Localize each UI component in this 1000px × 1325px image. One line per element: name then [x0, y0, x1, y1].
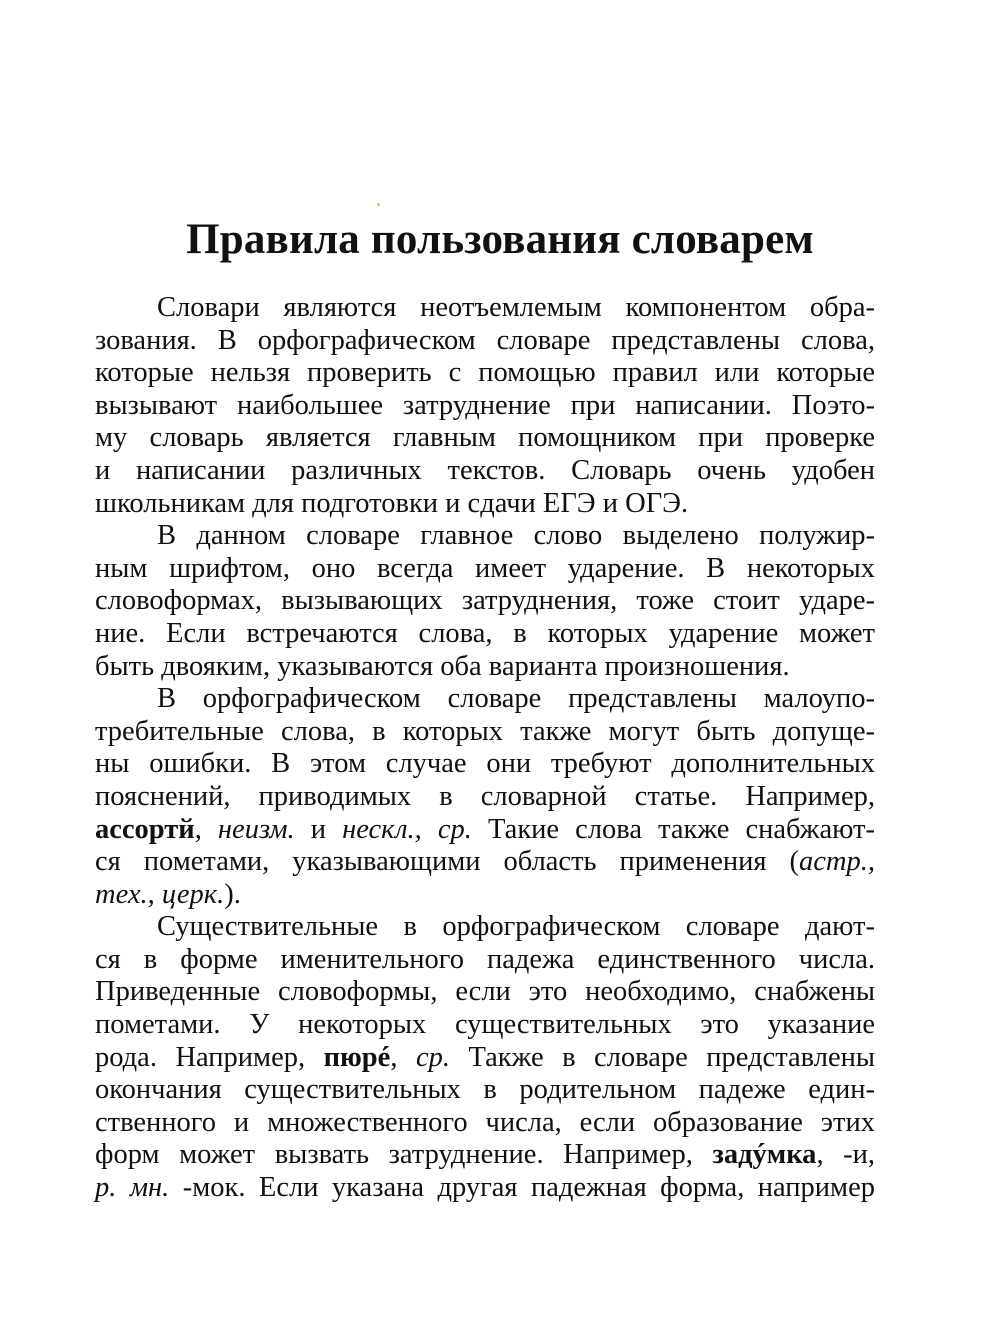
- grammar-mark: астр.,: [799, 846, 875, 878]
- text-line: словоформах, вызывающих затруднения, тоже стоит ударе-: [95, 585, 875, 617]
- text-line: окончания существительных в родительном падеже един-: [95, 1074, 875, 1106]
- text-line: вызывают наибольшее затруднение при написании. Поэто-: [95, 389, 875, 421]
- text-line: пояснений, приводимых в словарной статье. Например,: [95, 780, 875, 812]
- headword: задýмка: [712, 1139, 817, 1171]
- body-text: [95, 292, 875, 1205]
- text-line: пометами. У некоторых существительных это указание: [95, 1009, 875, 1041]
- text-line: требительные слова, в которых также могут быть допуще-: [95, 715, 875, 747]
- text-fragment: , -и,: [816, 1139, 876, 1171]
- text-line: [95, 814, 875, 847]
- grammar-mark: неизм.: [217, 813, 295, 845]
- text-line: ние. Если встречаются слова, в которых ударение может: [95, 617, 875, 649]
- paragraph-3: [95, 683, 875, 911]
- text-line: ся в форме именительного падежа единственного числа.: [95, 943, 875, 975]
- text-line: быть двояким, указываются оба варианта произношения.: [95, 650, 790, 682]
- text-line: зования. В орфографическом словаре представлены слова,: [95, 324, 875, 356]
- text-fragment: ся пометами, указывающими область применения (: [95, 846, 800, 878]
- text-line: В данном словаре главное слово выделено полужир-: [157, 520, 875, 552]
- text-line: школьникам для подготовки и сдачи ЕГЭ и ОГЭ.: [95, 487, 689, 519]
- scan-speck: [377, 203, 380, 206]
- text-line: му словарь является главным помощником при проверке: [95, 422, 875, 454]
- text-line: В орфографическом словаре представлены малоупо-: [157, 683, 875, 715]
- text-line: Словари являются неотъемлемым компонентом обра-: [157, 292, 875, 323]
- text-line: ны ошибки. В этом случае они требуют дополнительных: [95, 748, 875, 780]
- grammar-mark: р. мн.: [95, 1172, 170, 1204]
- text-fragment: ).: [224, 878, 241, 910]
- text-line: [95, 879, 875, 912]
- headword: пюрé: [323, 1041, 391, 1073]
- text-fragment: рода. Например,: [95, 1041, 324, 1073]
- paragraph-2: [95, 520, 875, 683]
- text-line: Приведенные словоформы, если это необходимо, снабжены: [95, 976, 875, 1008]
- page-title: Правила пользования словарем: [186, 216, 814, 263]
- text-line: [95, 1139, 875, 1172]
- paragraph-1: [95, 292, 875, 520]
- headword: ассортй: [95, 813, 195, 845]
- text-line: [95, 846, 875, 879]
- paragraph-4: [95, 911, 875, 1204]
- text-fragment: -мок. Если указана другая падежная форма, например: [169, 1172, 875, 1204]
- text-fragment: Также в словаре представлены: [449, 1041, 876, 1073]
- text-fragment: Такие слова также снабжают-: [471, 813, 875, 845]
- text-line: Существительные в орфографическом словаре дают-: [157, 911, 875, 943]
- grammar-mark: нескл., ср.: [342, 813, 472, 845]
- text-line: которые нельзя проверить с помощью правил или которые: [95, 357, 875, 389]
- text-fragment: ,: [390, 1041, 416, 1073]
- text-fragment: форм может вызвать затруднение. Например,: [95, 1139, 713, 1171]
- text-line: ным шрифтом, оно всегда имеет ударение. В некоторых: [95, 552, 875, 584]
- grammar-mark: ср.: [415, 1041, 450, 1073]
- grammar-mark: тех., церк.: [95, 878, 225, 910]
- text-line: ственного и множественного числа, если образование этих: [95, 1106, 875, 1138]
- text-line: [95, 1172, 875, 1205]
- text-fragment: и: [294, 813, 343, 845]
- text-fragment: ,: [194, 813, 218, 845]
- text-line: и написании различных текстов. Словарь очень удобен: [95, 454, 875, 486]
- text-line: [95, 1042, 875, 1075]
